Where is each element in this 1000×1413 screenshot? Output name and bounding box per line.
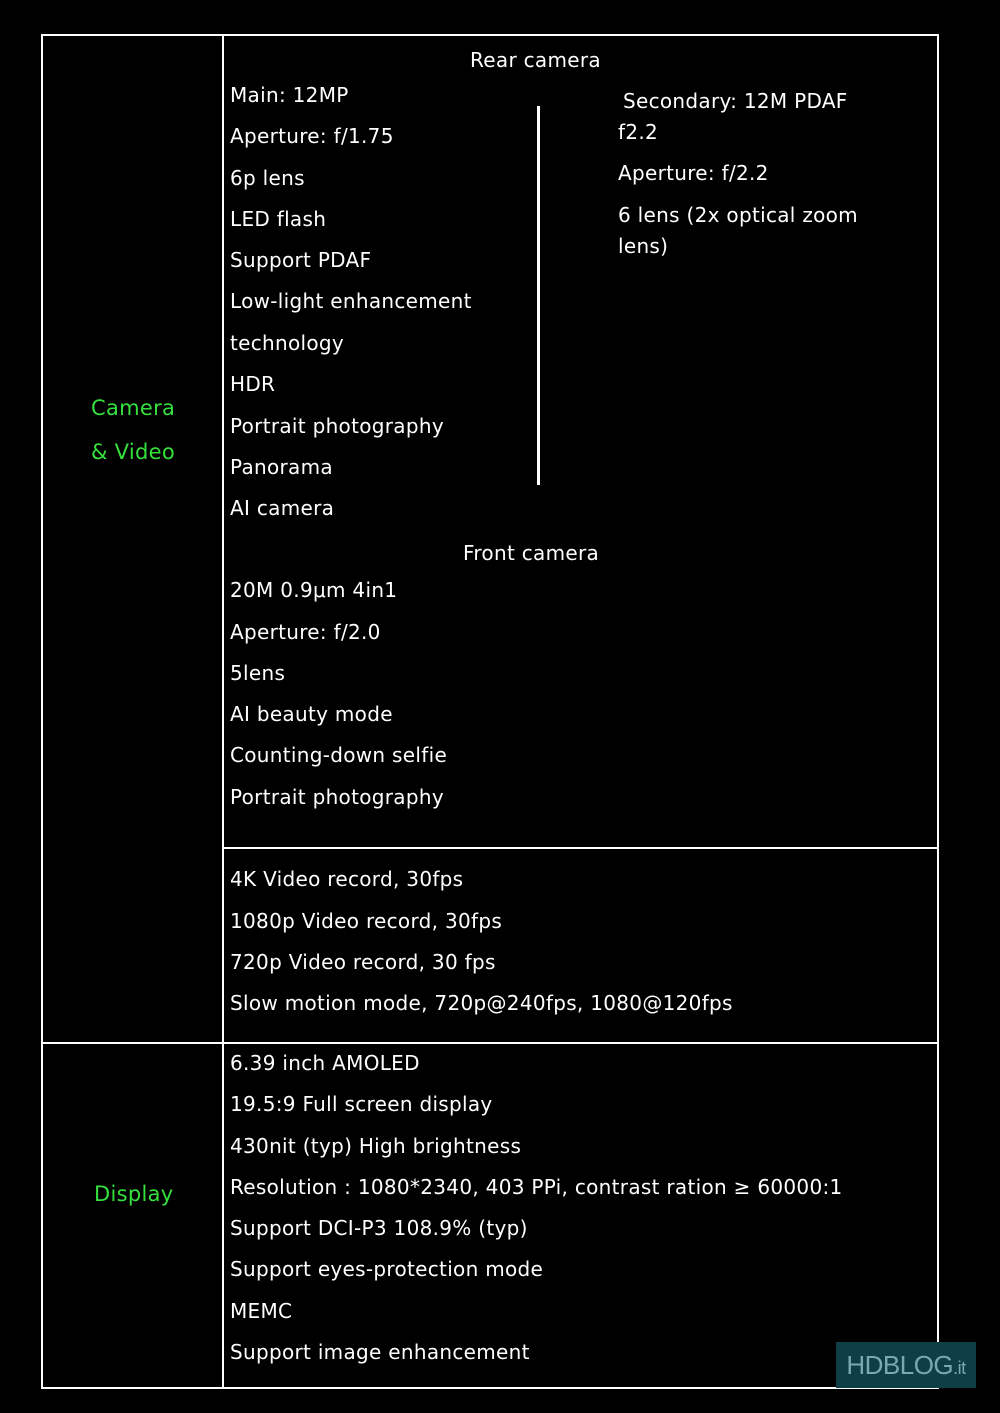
rear-camera-title: Rear camera bbox=[470, 48, 601, 72]
front-camera-item: Counting-down selfie bbox=[230, 743, 448, 767]
display-item: Support eyes-protection mode bbox=[230, 1257, 544, 1281]
watermark-blog: BLOG bbox=[882, 1350, 954, 1380]
rear-main-item: Main: 12MP bbox=[230, 83, 349, 107]
video-item: 720p Video record, 30 fps bbox=[230, 950, 496, 974]
front-camera-item: 20M 0.9μm 4in1 bbox=[230, 578, 398, 602]
display-item: 19.5:9 Full screen display bbox=[230, 1092, 493, 1116]
rear-main-item: technology bbox=[230, 331, 345, 355]
rear-secondary-item: f2.2 bbox=[618, 120, 659, 144]
rear-main-item: Support PDAF bbox=[230, 248, 372, 272]
rear-main-item: LED flash bbox=[230, 207, 327, 231]
rear-main-item: HDR bbox=[230, 372, 276, 396]
video-item: 1080p Video record, 30fps bbox=[230, 909, 503, 933]
front-camera-item: 5lens bbox=[230, 661, 286, 685]
rear-secondary-item: lens) bbox=[618, 234, 669, 258]
rear-secondary-item: Secondary: 12M PDAF bbox=[623, 89, 848, 113]
display-label: Display bbox=[94, 1182, 174, 1206]
video-divider bbox=[222, 847, 939, 849]
row-divider bbox=[41, 1042, 939, 1044]
front-camera-item: Portrait photography bbox=[230, 785, 444, 809]
display-item: Support image enhancement bbox=[230, 1340, 530, 1364]
display-item: Resolution : 1080*2340, 403 PPi, contrast ration ≥ 60000:1 bbox=[230, 1175, 843, 1199]
display-item: 430nit (typ) High brightness bbox=[230, 1134, 522, 1158]
front-camera-title: Front camera bbox=[463, 541, 600, 565]
display-item: Support DCI-P3 108.9% (typ) bbox=[230, 1216, 528, 1240]
rear-main-item: Portrait photography bbox=[230, 414, 444, 438]
display-item: 6.39 inch AMOLED bbox=[230, 1051, 420, 1075]
camera-video-label-line2: & Video bbox=[91, 440, 175, 464]
rear-main-item: Low-light enhancement bbox=[230, 289, 472, 313]
rear-main-item: Panorama bbox=[230, 455, 333, 479]
video-item: 4K Video record, 30fps bbox=[230, 867, 464, 891]
rear-main-item: 6p lens bbox=[230, 166, 305, 190]
front-camera-item: Aperture: f/2.0 bbox=[230, 620, 381, 644]
watermark-hd: HD bbox=[846, 1350, 883, 1380]
column-divider bbox=[222, 34, 224, 1389]
watermark-suffix: .it bbox=[953, 1358, 966, 1378]
rear-secondary-item: 6 lens (2x optical zoom bbox=[618, 203, 858, 227]
video-item: Slow motion mode, 720p@240fps, 1080@120fps bbox=[230, 991, 733, 1015]
rear-split-divider bbox=[537, 106, 540, 485]
camera-video-label-line1: Camera bbox=[91, 396, 176, 420]
rear-secondary-item: Aperture: f/2.2 bbox=[618, 161, 769, 185]
rear-main-item: Aperture: f/1.75 bbox=[230, 124, 394, 148]
display-item: MEMC bbox=[230, 1299, 293, 1323]
front-camera-item: AI beauty mode bbox=[230, 702, 393, 726]
rear-main-item: AI camera bbox=[230, 496, 335, 520]
hdblog-watermark bbox=[836, 1342, 976, 1388]
